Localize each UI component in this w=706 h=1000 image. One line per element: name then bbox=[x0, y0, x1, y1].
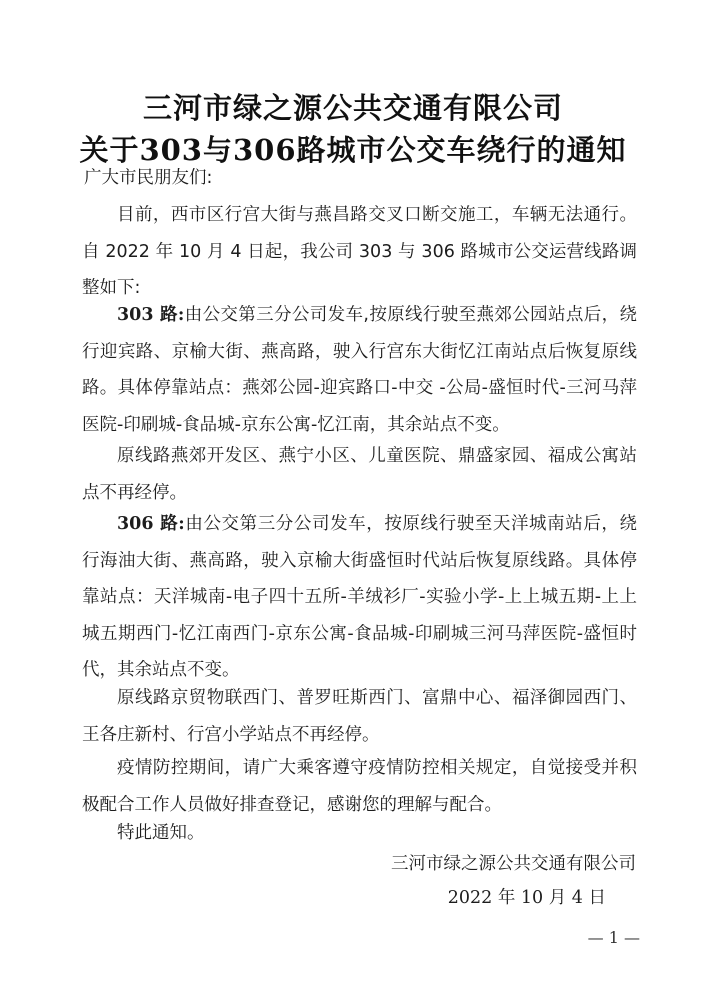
route-306-paragraph bbox=[82, 506, 637, 689]
signature-date: 2022 年 10 月 4 日 bbox=[447, 888, 606, 908]
route-303-skipped-stops: 原线路燕郊开发区、燕宁小区、儿童医院、鼎盛家园、福成公寓站点不再经停。 bbox=[82, 446, 637, 503]
route-303-text: 由公交第三分公司发车,按原线行驶至燕郊公园站点后，绕行迎宾路、京榆大街、燕高路，驶入行宫东大街忆江南站点后恢复原线路。具体停靠站点：燕郊公园-迎宾路口-中交 -公局-盛恒时代-三河马萍医院-印刷城-食品城-京东公寓-忆江南，其余站点不变。 bbox=[82, 305, 637, 435]
epidemic-notice-paragraph: 疫情防控期间，请广大乘客遵守疫情防控相关规定，自觉接受并积极配合工作人员做好排查登记，感谢您的理解与配合。 bbox=[82, 758, 637, 815]
route-306-label: 306 路: bbox=[117, 514, 185, 534]
route-303-paragraph bbox=[82, 297, 637, 443]
closing-line: 特此通知。 bbox=[117, 823, 205, 843]
route-303-label: 303 路: bbox=[117, 305, 185, 325]
notice-title-company: 三河市绿之源公共交通有限公司 bbox=[142, 91, 563, 125]
page-number: — 1 — bbox=[587, 928, 640, 947]
signature-organization: 三河市绿之源公共交通有限公司 bbox=[391, 854, 636, 874]
intro-paragraph: 目前，西市区行宫大街与燕昌路交叉口断交施工，车辆无法通行。自 2022 年 10 月 4 日起，我公司 303 与 306 路城市公交运营线路调整如下: bbox=[82, 205, 637, 298]
salutation: 广大市民朋友们: bbox=[84, 168, 213, 188]
notice-title-subject: 关于303与306路城市公交车绕行的通知 bbox=[79, 133, 627, 167]
route-306-skipped-stops: 原线路京贸物联西门、普罗旺斯西门、富鼎中心、福泽御园西门、王各庄新村、行宫小学站点不再经停。 bbox=[82, 688, 637, 745]
route-306-text: 由公交第三分公司发车，按原线行驶至天洋城南站后，绕行海油大街、燕高路，驶入京榆大街盛恒时代站后恢复原线路。具体停靠站点：天洋城南-电子四十五所-羊绒衫厂-实验小学-上上城五期-上上城五期西门-忆江南西门-京东公寓-食品城-印刷城三河马萍医院-盛恒时代，其余站点不变。 bbox=[82, 514, 637, 680]
